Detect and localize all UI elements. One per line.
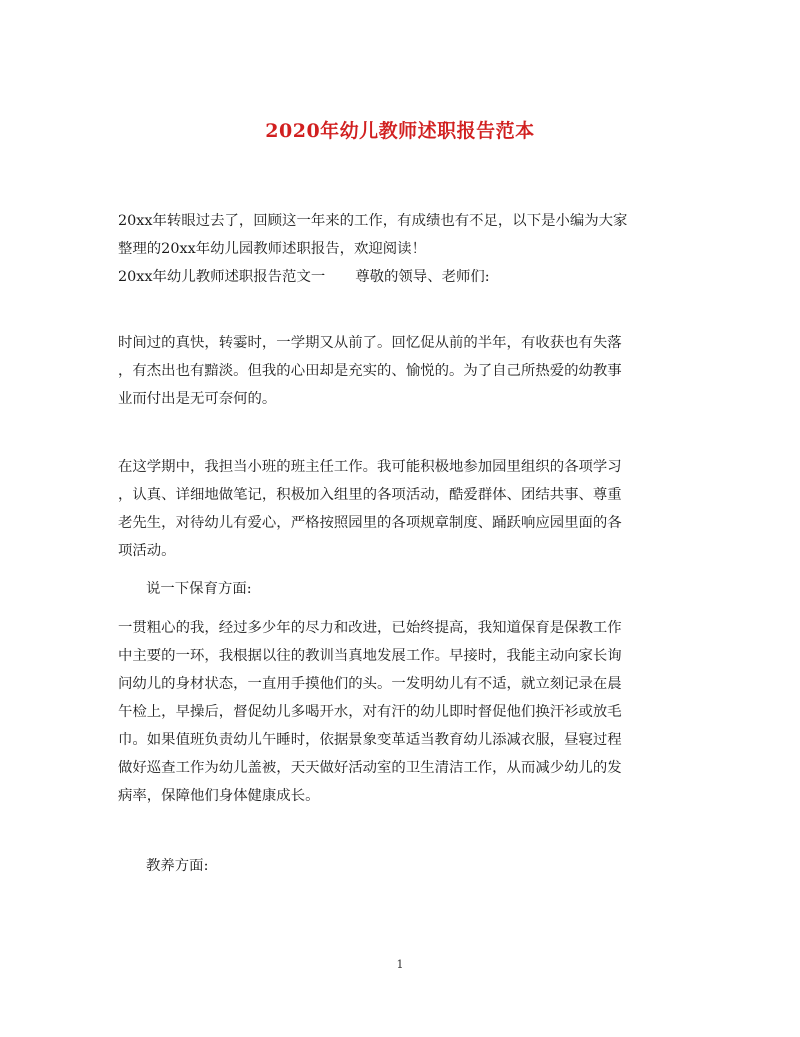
paragraph-line: 在这学期中，我担当小班的班主任工作。我可能积极地参加园里组织的各项学习	[118, 459, 622, 475]
paragraph-line: 20xx年转眼过去了，回顾这一年来的工作，有成绩也有不足，以下是小编为大家	[118, 213, 628, 229]
document-title: 2020年幼儿教师述职报告范本	[265, 120, 535, 142]
paragraph-line: 病率，保障他们身体健康成长。	[118, 788, 320, 804]
paragraph-line: 业而付出是无可奈何的。	[118, 391, 277, 407]
paragraph-line: 项活动。	[118, 543, 176, 559]
paragraph-class-teacher	[118, 453, 678, 565]
report-heading-line	[118, 263, 678, 291]
paragraph-time-passes	[118, 329, 678, 413]
paragraph-line: ，有杰出也有黯淡。但我的心田却是充实的、愉悦的。为了自己所热爱的幼教事	[118, 363, 622, 379]
paragraph-line: 中主要的一环，我根据以往的教训当真地发展工作。早接时，我能主动向家长询	[118, 648, 622, 664]
section-heading: 说一下保育方面:	[146, 581, 252, 597]
paragraph-line: 老先生，对待幼儿有爱心，严格按照园里的各项规章制度、踊跃响应园里面的各	[118, 515, 622, 531]
paragraph-line: 一贯粗心的我，经过多少年的尽力和改进，已始终提高，我知道保育是保教工作	[118, 620, 622, 636]
salutation: 尊敬的领导、老师们:	[355, 269, 490, 285]
paragraph-line: 问幼儿的身材状态，一直用手摸他们的头。一发明幼儿有不适，就立刻记录在晨	[118, 676, 622, 692]
paragraph-care	[118, 614, 678, 810]
paragraph-line: 做好巡查工作为幼儿盖被，天天做好活动室的卫生清洁工作，从而减少幼儿的发	[118, 760, 622, 776]
paragraph-line: 巾。如果值班负责幼儿午睡时，依据景象变革适当教育幼儿添减衣服，昼寝过程	[118, 732, 622, 748]
report-heading: 20xx年幼儿教师述职报告范文一	[118, 269, 326, 285]
paragraph-line: ，认真、详细地做笔记，积极加入组里的各项活动，酷爱群体、团结共事、尊重	[118, 487, 622, 503]
paragraph-line: 整理的20xx年幼儿园教师述职报告，欢迎阅读！	[118, 241, 426, 257]
intro-paragraph	[118, 207, 678, 291]
section-heading: 教养方面:	[146, 858, 209, 874]
section-heading-education	[118, 852, 678, 880]
section-heading-care	[118, 575, 678, 603]
paragraph-line: 午检上，早操后，督促幼儿多喝开水，对有汗的幼儿即时督促他们换汗衫或放毛	[118, 704, 622, 720]
page-number: 1	[396, 958, 404, 971]
paragraph-line: 时间过的真快，转霎时，一学期又从前了。回忆促从前的半年，有收获也有失落	[118, 335, 622, 351]
